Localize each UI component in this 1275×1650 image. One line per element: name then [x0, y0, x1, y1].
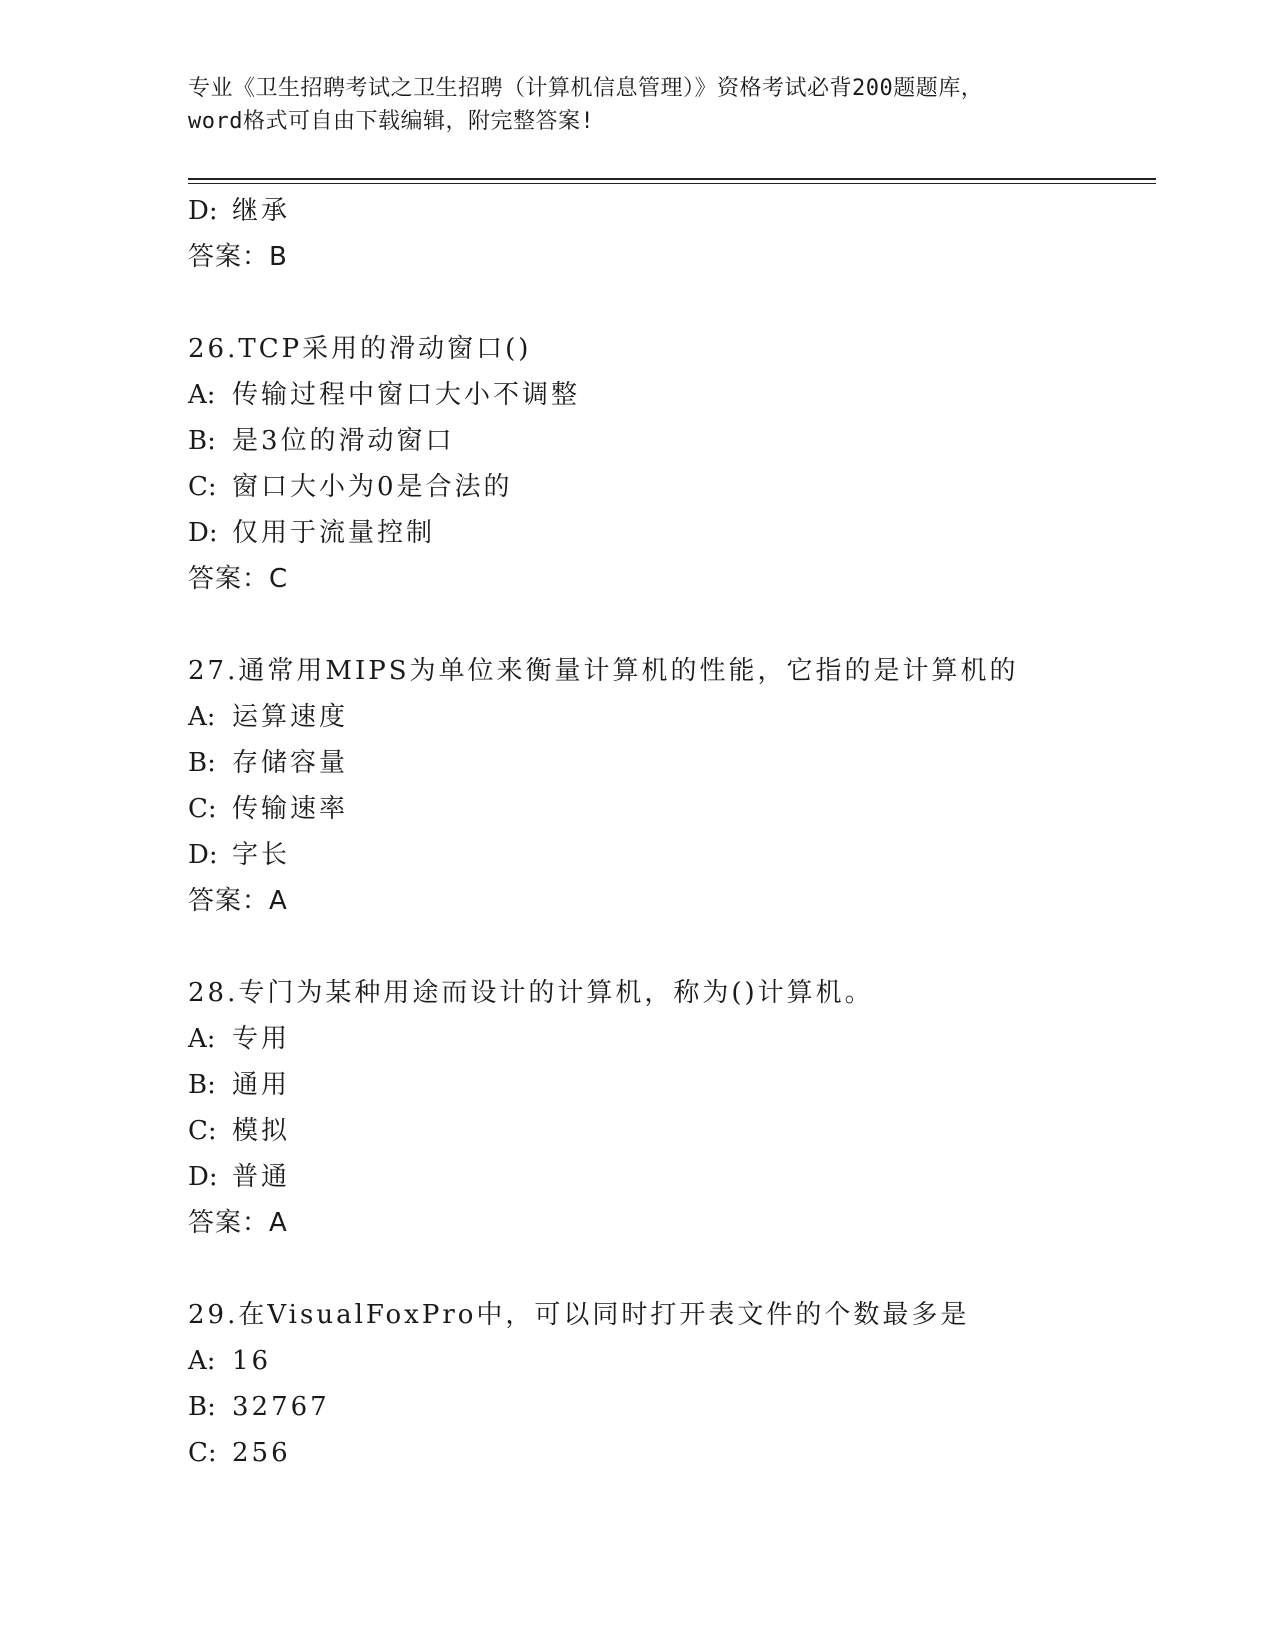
header-line-2: word格式可自由下载编辑，附完整答案! — [188, 109, 595, 134]
option-c — [188, 1430, 1148, 1476]
question-stem: 28.专门为某种用途而设计的计算机，称为()计算机。 — [188, 978, 874, 1008]
option-text: 存储容量 — [232, 748, 349, 778]
question-29 — [188, 1292, 1148, 1476]
option-text: 专用 — [232, 1024, 291, 1054]
option-text: 窗口大小为0是合法的 — [232, 472, 513, 502]
option-a — [188, 1016, 1148, 1062]
document-header — [188, 72, 1088, 138]
option-label: D: — [188, 518, 218, 548]
question-27 — [188, 648, 1148, 924]
option-text: 普通 — [232, 1162, 291, 1192]
option-b — [188, 1062, 1148, 1108]
option-label: A: — [188, 702, 216, 732]
option-a — [188, 372, 1148, 418]
option-b — [188, 418, 1148, 464]
option-label: B: — [188, 748, 216, 778]
option-c — [188, 464, 1148, 510]
option-text: 16 — [232, 1346, 272, 1376]
question-stem: 29.在VisualFoxPro中，可以同时打开表文件的个数最多是 — [188, 1300, 970, 1330]
question-stem: 26.TCP采用的滑动窗口() — [188, 334, 532, 364]
option-c — [188, 1108, 1148, 1154]
answer-line: 答案：A — [188, 1208, 288, 1238]
option-text: 通用 — [232, 1070, 291, 1100]
option-text: 32767 — [232, 1392, 330, 1422]
option-text: 继承 — [232, 196, 291, 226]
option-label: D: — [188, 1162, 218, 1192]
option-text: 字长 — [232, 840, 291, 870]
option-label: B: — [188, 1070, 216, 1100]
option-text: 仅用于流量控制 — [232, 518, 436, 548]
option-c — [188, 786, 1148, 832]
option-b — [188, 1384, 1148, 1430]
question-26 — [188, 326, 1148, 602]
spacer — [188, 602, 1148, 648]
answer-line: 答案：C — [188, 564, 289, 594]
option-text: 传输过程中窗口大小不调整 — [232, 380, 581, 410]
option-d — [188, 832, 1148, 878]
option-label: A: — [188, 1346, 216, 1376]
option-text: 256 — [232, 1438, 291, 1468]
option-label: D: — [188, 196, 218, 226]
prev-option-d — [188, 188, 1148, 234]
question-list — [188, 188, 1148, 1476]
option-label: C: — [188, 472, 217, 502]
spacer — [188, 280, 1148, 326]
option-label: A: — [188, 1024, 216, 1054]
option-label: A: — [188, 380, 216, 410]
option-text: 模拟 — [232, 1116, 291, 1146]
header-divider-thin — [188, 183, 1156, 184]
option-b — [188, 740, 1148, 786]
answer-line: 答案：A — [188, 886, 288, 916]
question-stem: 27.通常用MIPS为单位来衡量计算机的性能，它指的是计算机的 — [188, 656, 1019, 686]
option-label: C: — [188, 794, 217, 824]
option-label: B: — [188, 426, 216, 456]
option-d — [188, 1154, 1148, 1200]
option-text: 传输速率 — [232, 794, 349, 824]
question-28 — [188, 970, 1148, 1246]
header-line-1: 专业《卫生招聘考试之卫生招聘（计算机信息管理）》资格考试必背200题题库， — [188, 76, 984, 101]
option-text: 是3位的滑动窗口 — [232, 426, 455, 456]
option-text: 运算速度 — [232, 702, 349, 732]
option-label: B: — [188, 1392, 216, 1422]
option-d — [188, 510, 1148, 556]
option-label: C: — [188, 1116, 217, 1146]
option-label: C: — [188, 1438, 217, 1468]
option-a — [188, 694, 1148, 740]
prev-answer: 答案：B — [188, 242, 288, 272]
spacer — [188, 1246, 1148, 1292]
spacer — [188, 924, 1148, 970]
option-label: D: — [188, 840, 218, 870]
header-divider-thick — [188, 178, 1156, 180]
option-a — [188, 1338, 1148, 1384]
